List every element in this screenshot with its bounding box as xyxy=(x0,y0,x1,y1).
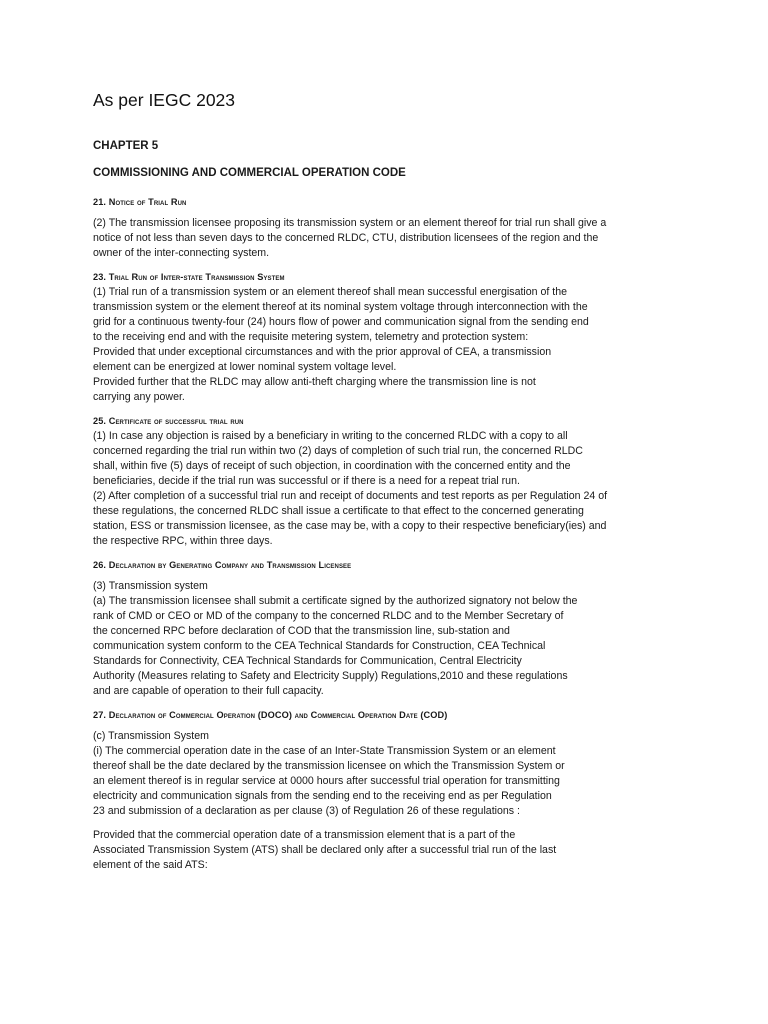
document-title: As per IEGC 2023 xyxy=(93,90,236,110)
section-paragraph: (3) Transmission system (a) The transmission licensee shall submit a certificate signed by the authorized signatory not below the rank of CMD or CEO or MD of the company to the concerned RLDC and to the Member Secretary of the concerned RPC before declaration of COD that the transmission line, sub-station and communication system conform to the CEA Technical Standards for Construction, CEA Technical Standards for Connectivity, CEA Technical Standards for Communication, Central Electricity Authority (Measures relating to Safety and Electricity Supply) Regulations,2010 and these regulations and are capable of operation to their full capacity. xyxy=(93,580,578,697)
section-heading: 26. Declaration by Generating Company and Transmission Licensee xyxy=(93,560,352,570)
section-paragraph: (1) Trial run of a transmission system or an element thereof shall mean successful energisation of the transmission system or the element thereof at its nominal system voltage through interconnection with the grid for a continuous twenty-four (24) hours flow of power and communication signal from the sending end to the receiving end and with the requisite metering system, telemetry and protection system: Provided that under exceptional circumstances and with the prior approval of CEA, a transmission element can be energized at lower nominal system voltage level. Provided further that the RLDC may allow anti-theft charging where the transmission line is not carrying any power. xyxy=(93,286,589,403)
code-title: COMMISSIONING AND COMMERCIAL OPERATION CODE xyxy=(93,167,406,179)
section-heading: 25. Certificate of successful trial run xyxy=(93,416,244,426)
section-paragraph-proviso: Provided that the commercial operation date of a transmission element that is a part of the Associated Transmission System (ATS) shall be declared only after a successful trial run of the last element of the said ATS: xyxy=(93,829,557,871)
section-27 xyxy=(93,708,683,873)
section-23 xyxy=(93,270,683,405)
section-paragraph: (c) Transmission System (i) The commercial operation date in the case of an Inter-State Transmission System or an element thereof shall be the date declared by the transmission licensee on which the Transmission System or an element thereof is in regular service at 0000 hours after successful trial operation for transmitting electricity and communication signals from the sending end to the receiving end as per Regulation 23 and submission of a declaration as per clause (3) of Regulation 26 of these regulations : xyxy=(93,730,565,817)
section-25 xyxy=(93,414,683,549)
section-21 xyxy=(93,195,683,261)
chapter-heading: CHAPTER 5 xyxy=(93,140,159,152)
section-heading: 27. Declaration of Commercial Operation (DOCO) and Commercial Operation Date (COD) xyxy=(93,710,448,720)
section-26 xyxy=(93,558,683,699)
section-heading: 21. Notice of Trial Run xyxy=(93,197,187,207)
section-heading: 23. Trial Run of Inter-state Transmission System xyxy=(93,272,285,282)
document-page xyxy=(93,88,683,873)
section-paragraph: (2) The transmission licensee proposing its transmission system or an element thereof for trial run shall give a notice of not less than seven days to the concerned RLDC, CTU, distribution licensees of the region and the owner of the inter-connecting system. xyxy=(93,217,607,259)
section-paragraph: (1) In case any objection is raised by a beneficiary in writing to the concerned RLDC with a copy to all concerned regarding the trial run within two (2) days of completion of such trial run, the concerned RLDC shall, within five (5) days of receipt of such objection, in coordination with the concerned entity and the beneficiaries, decide if the trial run was successful or if there is a need for a repeat trial run. (2) After completion of a successful trial run and receipt of documents and test reports as per Regulation 24 of these regulations, the concerned RLDC shall issue a certificate to that effect to the concerned generating station, ESS or transmission licensee, as the case may be, with a copy to their respective beneficiary(ies) and the respective RPC, within three days. xyxy=(93,430,608,547)
